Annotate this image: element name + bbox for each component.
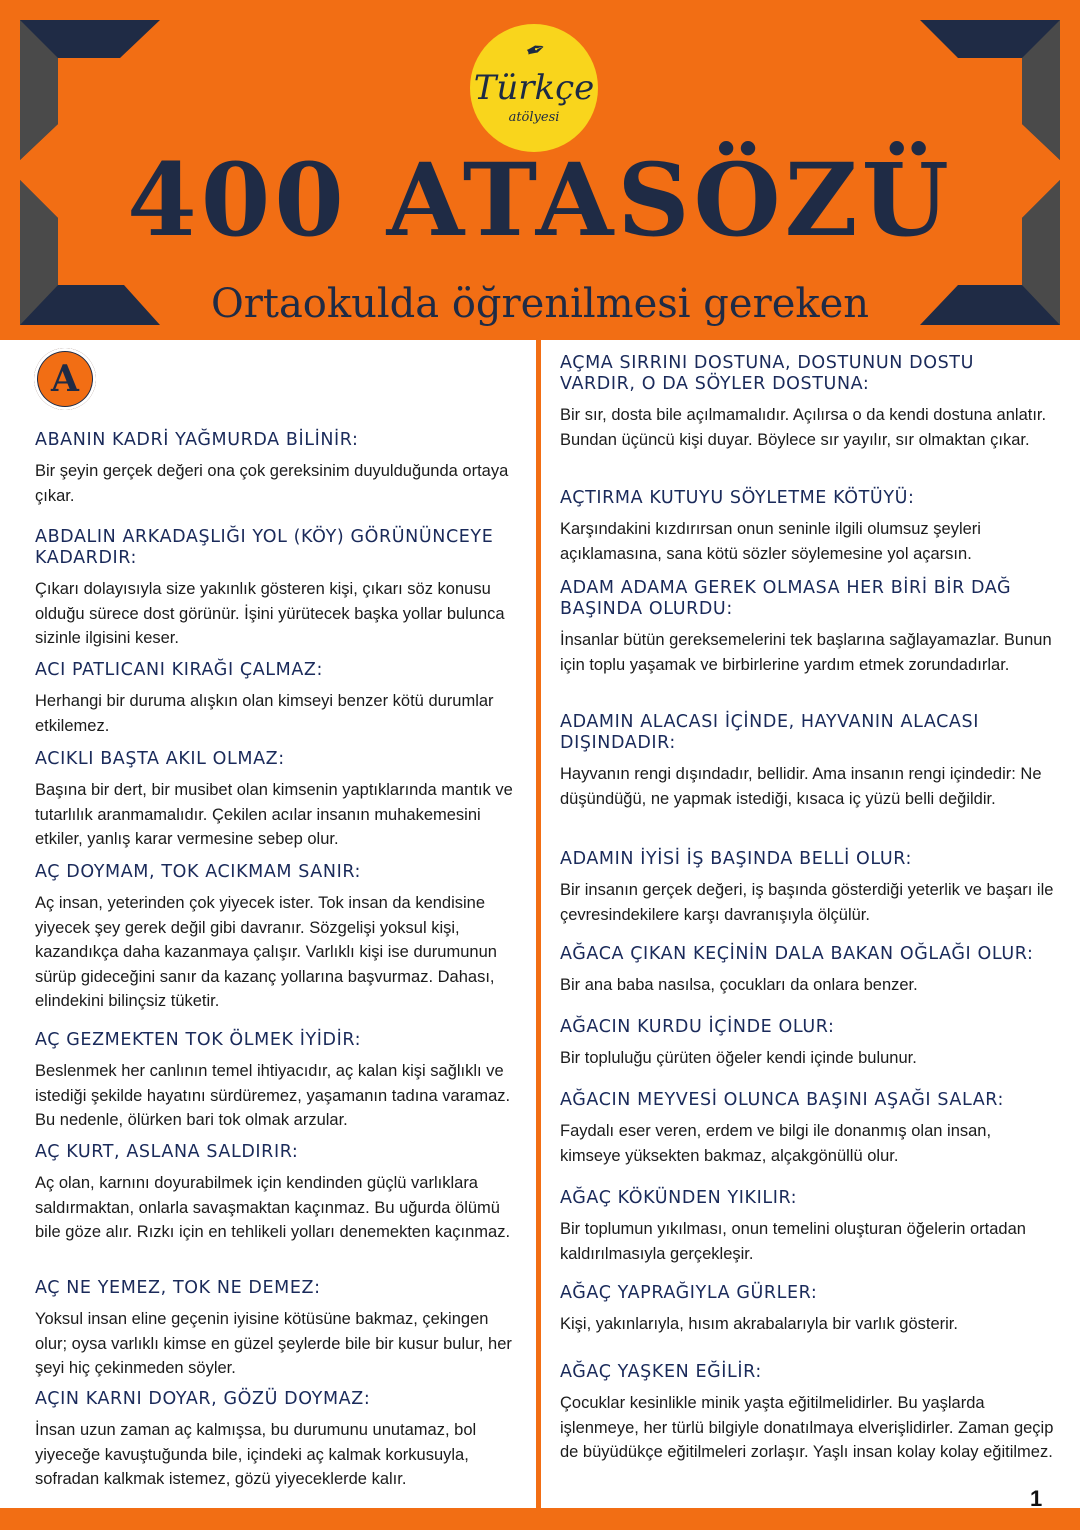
proverb-entry (35, 1389, 525, 1492)
proverb-entry (560, 1188, 1055, 1266)
proverb-meaning: Bir şeyin gerçek değeri ona çok gereksinim duyulduğunda ortaya çıkar. (35, 462, 509, 505)
proverb-title: ACIKLI BAŞTA AKIL OLMAZ: (35, 749, 285, 769)
proverb-title: ABANIN KADRİ YAĞMURDA BİLİNİR: (35, 430, 359, 450)
proverb-entry (35, 749, 525, 852)
proverb-entry (35, 1142, 525, 1245)
proverb-entry (560, 1090, 1055, 1168)
proverb-entry (35, 430, 525, 508)
turkce-atolyesi-logo (470, 24, 598, 152)
proverb-entry (560, 712, 1055, 811)
proverb-meaning: Faydalı eser veren, erdem ve bilgi ile donanmış olan insan, kimseye yüksekten bakmaz, alçakgönüllü olur. (560, 1122, 992, 1165)
proverb-meaning: Aç insan, yeterinden çok yiyecek ister. Tok insan da kendisine yiyecek şey gerek değil gibi davranır. Sözgelişi yoksul kişi, kazandıkça daha kazanmaya çalışır. Varlıklı kişi ise durumunun sürüp gideceğini sanır da kazanç yollarına başvurmaz. Dahası, elindekini bilinçsiz tüketir. (35, 894, 497, 1010)
quill-icon: ✒ (521, 34, 551, 67)
proverb-title: AĞAÇ YAPRAĞIYLA GÜRLER: (560, 1283, 818, 1303)
proverb-entry (35, 527, 525, 651)
proverb-meaning: İnsanlar bütün gereksemelerini tek başlarına sağlayamazlar. Bunun için toplu yaşamak ve birbirlerine yardım etmek zorundadırlar. (560, 631, 1052, 674)
section-letter: A (51, 358, 79, 400)
proverb-title: ADAMIN İYİSİ İŞ BAŞINDA BELLİ OLUR: (560, 849, 913, 869)
proverb-meaning: Herhangi bir duruma alışkın olan kimseyi benzer kötü durumlar etkilemez. (35, 692, 494, 735)
proverb-title: ADAMIN ALACASI İÇİNDE, HAYVANIN ALACASI DIŞINDADIR: (560, 712, 979, 753)
proverb-title: AÇTIRMA KUTUYU SÖYLETME KÖTÜYÜ: (560, 488, 915, 508)
proverb-title: AĞACIN MEYVESİ OLUNCA BAŞINI AŞAĞI SALAR: (560, 1090, 1004, 1110)
proverb-entry (35, 862, 525, 1014)
page-subtitle: Ortaokulda öğrenilmesi gereken (210, 281, 870, 327)
proverb-meaning: Yoksul insan eline geçenin iyisine kötüsüne bakmaz, çekingen olur; oysa varlıklı kimse en güzel şeylerde bile bir kusur bulur, her şeyi hiç çekinmeden söyler. (35, 1310, 512, 1377)
proverb-entry (560, 1362, 1055, 1465)
proverb-title: AĞACIN KURDU İÇİNDE OLUR: (560, 1017, 835, 1037)
proverb-entry (560, 944, 1055, 998)
proverb-title: AÇ KURT, ASLANA SALDIRIR: (35, 1142, 299, 1162)
proverb-title: AÇMA SIRRINI DOSTUNA, DOSTUNUN DOSTU VARDIR, O DA SÖYLER DOSTUNA: (560, 353, 974, 394)
proverb-entry (560, 849, 1055, 927)
proverb-title: AÇ NE YEMEZ, TOK NE DEMEZ: (35, 1278, 321, 1298)
proverb-title: ADAM ADAMA GEREK OLMASA HER BİRİ BİR DAĞ BAŞINDA OLURDU: (560, 578, 1012, 619)
proverb-meaning: Aç olan, karnını doyurabilmek için kendinden güçlü varlıklara saldırmaktan, onlarla savaşmaktan kaçınmaz. Bu uğurda ölümü bile göze alır. Rızkı için en tehlikeli yolları denemekten kaçınmaz. (35, 1174, 511, 1241)
proverb-entry (560, 1283, 1055, 1337)
logo-brand-text: Türkçe (473, 68, 595, 108)
footer-bar (0, 1508, 1080, 1530)
proverb-title: AÇ GEZMEKTEN TOK ÖLMEK İYİDİR: (35, 1030, 362, 1050)
proverb-meaning: Bir toplumun yıkılması, onun temelini oluşturan öğelerin ortadan kaldırılmasıyla gerçekleşir. (560, 1220, 1026, 1263)
proverb-entry (35, 1278, 525, 1381)
proverb-entry (560, 488, 1055, 566)
proverb-meaning: Bir ana baba nasılsa, çocukları da onlara benzer. (560, 976, 918, 994)
proverb-entry (35, 1030, 525, 1133)
proverb-title: AĞACA ÇIKAN KEÇİNİN DALA BAKAN OĞLAĞI OLUR: (560, 944, 1034, 964)
proverb-entry (35, 660, 525, 738)
proverb-meaning: Karşındakini kızdırırsan onun seninle ilgili olumsuz şeyleri açıklamasına, sana kötü sözler söylemesine yol açarsın. (560, 520, 981, 563)
proverb-entry (560, 578, 1055, 677)
page-title: 400 ATASÖZÜ (127, 141, 953, 259)
proverb-meaning: Çocuklar kesinlikle minik yaşta eğitilmelidirler. Bu yaşlarda işlenmeye, her türlü bilgiyle donatılmaya elverişlidirler. Zaman geçip de büyüdükçe eğitilmeleri zorlaşır. Yaşlı insan kolay kolay eğitilmez. (560, 1394, 1054, 1461)
proverb-title: AĞAÇ YAŞKEN EĞİLİR: (560, 1362, 762, 1382)
proverb-meaning: Kişi, yakınlarıyla, hısım akrabalarıyla bir varlık gösterir. (560, 1315, 958, 1333)
header-banner (0, 0, 1080, 340)
proverb-meaning: Beslenmek her canlının temel ihtiyacıdır, aç kalan kişi sağlıklı ve istediği şekilde hayatını sürdüremez, yaşamanın tadına varamaz. Bu nedenle, ölürken bari tok olmak arzular. (35, 1062, 511, 1129)
proverb-meaning: Başına bir dert, bir musibet olan kimsenin yaptıklarında mantık ve tutarlılık aranmamalıdır. Çekilen acılar insanın muhakemesini etkiler, yanlış karar vermesine sebep olur. (35, 781, 513, 848)
page-number: 1 (1030, 1486, 1043, 1511)
proverb-meaning: İnsan uzun zaman aç kalmışsa, bu durumunu unutamaz, bol yiyeceğe kavuştuğunda bile, içindeki aç kalmak korkusuyla, sofradan kalkmak istemez, gözü yiyeceklerde kalır. (35, 1421, 477, 1488)
proverb-title: AĞAÇ KÖKÜNDEN YIKILIR: (560, 1188, 798, 1208)
proverb-title: ABDALIN ARKADAŞLIĞI YOL (KÖY) GÖRÜNÜNCEYE KADARDIR: (35, 527, 494, 568)
proverb-title: ACI PATLICANI KIRAĞI ÇALMAZ: (35, 660, 323, 680)
proverb-entry (560, 353, 1055, 452)
proverb-meaning: Çıkarı dolayısıyla size yakınlık gösteren kişi, çıkarı söz konusu olduğu sürece dost görünür. İşini yürütecek başka yollar bulunca sizinle ilgisini keser. (35, 580, 505, 647)
proverb-title: AÇIN KARNI DOYAR, GÖZÜ DOYMAZ: (35, 1389, 371, 1409)
proverb-meaning: Bir topluluğu çürüten öğeler kendi içinde bulunur. (560, 1049, 917, 1067)
proverb-meaning: Bir insanın gerçek değeri, iş başında gösterdiği yeterlik ve başarı ile çevresindekilere karşı davranışıyla ölçülür. (560, 881, 1054, 924)
proverb-entry (560, 1017, 1055, 1071)
proverb-meaning: Hayvanın rengi dışındadır, bellidir. Ama insanın rengi içindedir: Ne düşündüğü, ne yapmak istediği, kısaca iç yüzü belli değildir. (560, 765, 1042, 808)
proverb-meaning: Bir sır, dosta bile açılmamalıdır. Açılırsa o da kendi dostuna anlatır. Bundan üçüncü kişi duyar. Böylece sır yayılır, sır olmaktan çıkar. (560, 406, 1047, 449)
column-divider (536, 340, 541, 1508)
section-letter-badge (34, 348, 96, 410)
proverb-title: AÇ DOYMAM, TOK ACIKMAM SANIR: (35, 862, 362, 882)
logo-sub-text: atölyesi (508, 110, 560, 125)
